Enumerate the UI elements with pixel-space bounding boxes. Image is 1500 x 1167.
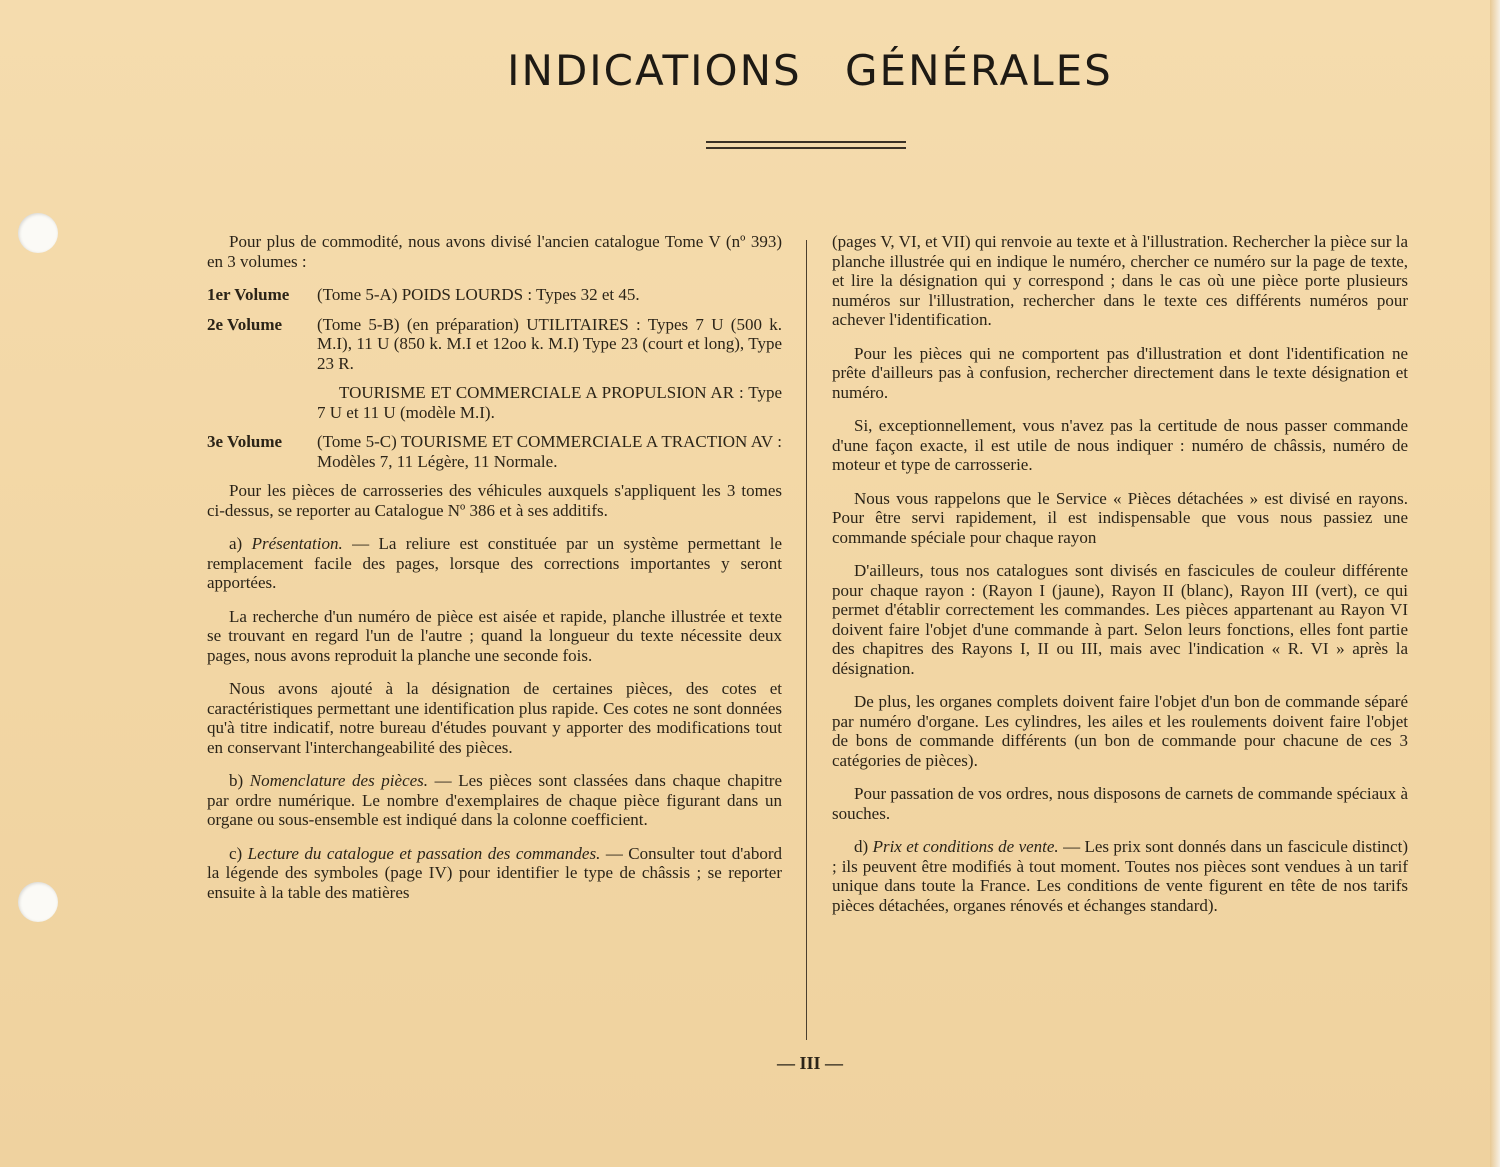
carrosseries-paragraph: Pour les pièces de carrosseries des véhicules auxquels s'appliquent les 3 tomes ci-dessus, se reporter au Catalogue Nº 386 et à ses additifs. <box>207 481 782 520</box>
section-c <box>207 844 782 903</box>
title-rule-top <box>706 141 906 143</box>
section-title: Prix et conditions de vente. <box>872 837 1059 856</box>
volume-text: (Tome 5-B) (en préparation) UTILITAIRES : Types 7 U (500 k. M.I), 11 U (850 k. M.I et 12oo k. M.I) Type 23 (court et long), Type 23 R. <box>317 314 782 373</box>
paragraph: D'ailleurs, tous nos catalogues sont divisés en fascicules de couleur différente pour chaque rayon : (Rayon I (jaune), Rayon II (blanc), Rayon III (vert), ce qui permet d'établir correctement les commandes. Les pièces appartenant au Rayon VI doivent faire l'objet d'une commande à part. Selon leurs fonctions, elles font partie des chapitres des Rayons I, II ou III, mais avec l'indication « R. VI » après la désignation. <box>832 561 1408 678</box>
volume-text: (Tome 5-C) TOURISME ET COMMERCIALE A TRACTION AV : Modèles 7, 11 Légère, 11 Normale. <box>317 432 782 471</box>
continuation-paragraph: (pages V, VI, et VII) qui renvoie au texte et à l'illustration. Rechercher la pièce sur la planche illustrée qui en indique le numéro, chercher ce numéro sur la page de texte, et lire la désignation qui y correspond ; dans le cas où une pièce porte plusieurs numéros sur l'illustration, rechercher dans le texte ces différents numéros pour achever l'identification. <box>832 232 1408 329</box>
page-title: INDICATIONS GÉNÉRALES <box>507 46 1113 95</box>
column-divider <box>806 240 807 1040</box>
section-title: Lecture du catalogue et passation des commandes. <box>247 843 601 863</box>
section-b <box>207 771 782 830</box>
section-label: c) <box>229 843 248 863</box>
section-label: d) <box>854 837 873 856</box>
volume-label: 2e Volume <box>207 314 283 334</box>
volume-label: 1er Volume <box>207 285 290 304</box>
paragraph: Si, exceptionnellement, vous n'avez pas la certitude de nous passer commande d'une façon exacte, il est utile de nous indiquer : numéro de châssis, numéro de moteur et type de carrosserie. <box>832 416 1408 474</box>
punch-hole-bottom <box>18 882 58 922</box>
volume-label: 3e Volume <box>207 432 283 451</box>
section-text: — Les pièces sont classées dans chaque chapitre par ordre numérique. Le nombre d'exemplaires de chaque pièce figurant dans un organe ou sous-ensemble est indiqué dans la colonne coefficient. <box>207 771 782 829</box>
cotes-paragraph: Nous avons ajouté à la désignation de certaines pièces, des cotes et caractéristiques permettant une identification plus rapide. Ces cotes ne sont données qu'à titre indicatif, notre bureau d'études pouvant y apporter des modifications tout en conservant l'interchangeabilité des pièces. <box>207 679 782 757</box>
section-text: — Consulter tout d'abord la légende des symboles (page IV) pour identifier le type de châssis ; se reporter ensuite à la table des matières <box>207 843 782 902</box>
left-column <box>207 232 782 916</box>
title-rule-bottom <box>706 147 906 149</box>
recherche-paragraph: La recherche d'un numéro de pièce est aisée et rapide, planche illustrée et texte se trouvant en regard l'un de l'autre ; quand la longueur du texte nécessite deux pages, nous avons reproduit la planche une seconde fois. <box>207 606 782 665</box>
paragraph: Nous vous rappelons que le Service « Pièces détachées » est divisé en rayons. Pour être servi rapidement, il est indispensable que vous nous passiez une commande spéciale pour chaque rayon <box>832 488 1408 547</box>
volume-3 <box>207 432 782 471</box>
paragraph: Pour les pièces qui ne comportent pas d'illustration et dont l'identification ne prête d'ailleurs pas à confusion, rechercher directement dans le texte désignation et numéro. <box>832 343 1408 402</box>
paragraph: Pour passation de vos ordres, nous disposons de carnets de commande spéciaux à souches. <box>832 784 1408 823</box>
paper-edge <box>1490 0 1500 1167</box>
section-title: Présentation. <box>251 534 343 553</box>
volume-2 <box>207 315 782 374</box>
punch-hole-top <box>18 213 58 253</box>
page-number: — III — <box>776 1053 843 1073</box>
section-d <box>832 837 1408 915</box>
section-label: a) <box>229 534 252 553</box>
paragraph: De plus, les organes complets doivent faire l'objet d'un bon de commande séparé par numéro d'organe. Les cylindres, les ailes et les roulements doivent faire l'objet de bons de commande différents (un bon de commande pour chacune de ces 3 catégories de pièces). <box>832 692 1408 770</box>
section-label: b) <box>229 771 250 790</box>
section-title: Nomenclature des pièces. <box>249 771 429 790</box>
volume-1 <box>207 285 782 305</box>
section-a <box>207 534 782 593</box>
volume-text: (Tome 5-A) POIDS LOURDS : Types 32 et 45. <box>317 285 640 304</box>
section-text: — Les prix sont donnés dans un fascicule distinct) ; ils peuvent être modifiés à tout moment. Toutes nos pièces sont vendues à un tarif unique dans toute la France. Les conditions de vente figurent en tête de nos tarifs pièces détachées, organes rénovés et échanges standard). <box>832 837 1408 915</box>
section-text: — La reliure est constituée par un système permettant le remplacement facile des pages, lorsque des corrections importantes y seront apportées. <box>207 534 782 592</box>
right-column <box>832 232 1408 929</box>
intro-paragraph: Pour plus de commodité, nous avons divisé l'ancien catalogue Tome V (nº 393) en 3 volumes : <box>207 232 782 271</box>
volume-2-subtext: TOURISME ET COMMERCIALE A PROPULSION AR : Type 7 U et 11 U (modèle M.I). <box>317 383 782 422</box>
